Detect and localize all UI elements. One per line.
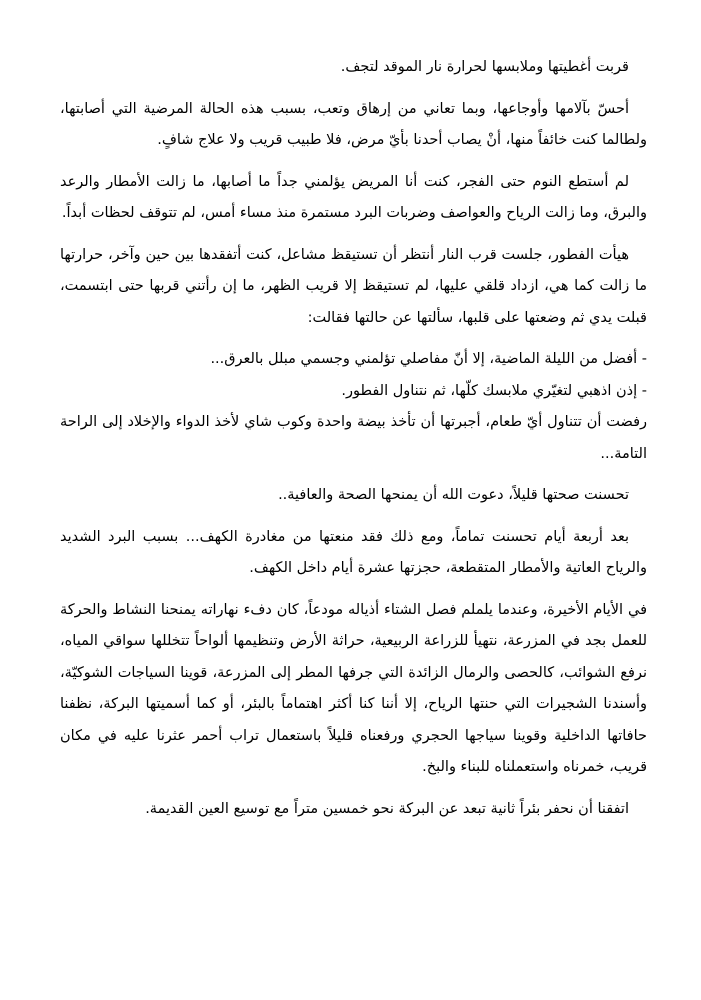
paragraph: لم أستطع النوم حتى الفجر، كنت أنا المريض يؤلمني جداً ما أصابها، ما زالت الأمطار والرعد والبرق، وما زالت الرياح والعواصف وضربات البرد مستمرة منذ مساء أمس، لم تتوقف لحظات أبداً.: [60, 173, 647, 221]
paragraph: رفضت أن تتناول أيّ طعام، أجبرتها أن تأخذ بيضة واحدة وكوب شاي لأخذ الدواء والإخلاد إلى الراحة التامة...: [60, 414, 647, 462]
dialogue-line: - إذن اذهبي لتغيّري ملابسك كلّها، ثم نتناول الفطور.: [341, 382, 647, 399]
paragraph: تحسنت صحتها قليلاً، دعوت الله أن يمنحها الصحة والعافية..: [278, 487, 629, 503]
paragraph: هيأت الفطور، جلست قرب النار أنتظر أن تستيقظ مشاعل، كنت أتفقدها بين حين وآخر، حرارتها ما زالت كما هي، ازداد قلقي عليها، لم تستيقظ إلا قريب الظهر، ما إن رأتني قربها حتى ابتسمت، قبلت يدي ثم وضعتها على قلبها، سألتها عن حالتها فقالت:: [60, 246, 647, 326]
dialogue-line: - أفضل من الليلة الماضية، إلا أنّ مفاصلي تؤلمني وجسمي مبلل بالعرق...: [210, 351, 647, 367]
paragraph: قربت أغطيتها وملابسها لحرارة نار الموقد لتجف.: [340, 59, 629, 75]
paragraph: في الأيام الأخيرة، وعندما يلملم فصل الشتاء أذياله مودعاً، كان دفء نهاراته يمنحنا النشاط والحركة للعمل بجد في المزرعة، نتهيأ للزراعة الربيعية، حراثة الأرض وتنظيمها ألواحاً تتخللها سواقي المياه، نرفع الشوائب، كالحصى والرمال الزائدة التي جرفها المطر إلى المزرعة، قوينا السياجات الشوكيّة، وأسندنا الشجيرات التي حنتها الرياح، إلا أننا كنا أكثر اهتماماً بالبئر، أو كما أسميتها البركة، نظفنا حافاتها الداخلية وقوينا سياجها الحجري ورفعناه قليلاً باستعمال تراب أحمر عثرنا عليه في مكان قريب، خمرناه واستعملناه للبناء والبخ.: [60, 601, 647, 775]
paragraph: بعد أربعة أيام تحسنت تماماً، ومع ذلك فقد منعتها من مغادرة الكهف... بسبب البرد الشديد والرياح العاتية والأمطار المتقطعة، حجزتها عشرة أيام داخل الكهف.: [60, 528, 647, 576]
document-body: [60, 52, 647, 835]
paragraph: اتفقنا أن نحفر بئراً ثانية تبعد عن البركة نحو خمسين متراً مع توسيع العين القديمة.: [145, 800, 629, 817]
paragraph: أحسّ بآلامها وأوجاعها، وبما تعاني من إرهاق وتعب، بسبب هذه الحالة المرضية التي أصابتها، ولطالما كنت خائفاً منها، أنْ يصاب أحدنا بأيّ مرض، فلا طبيب قريب ولا علاج شافٍ.: [60, 100, 647, 148]
